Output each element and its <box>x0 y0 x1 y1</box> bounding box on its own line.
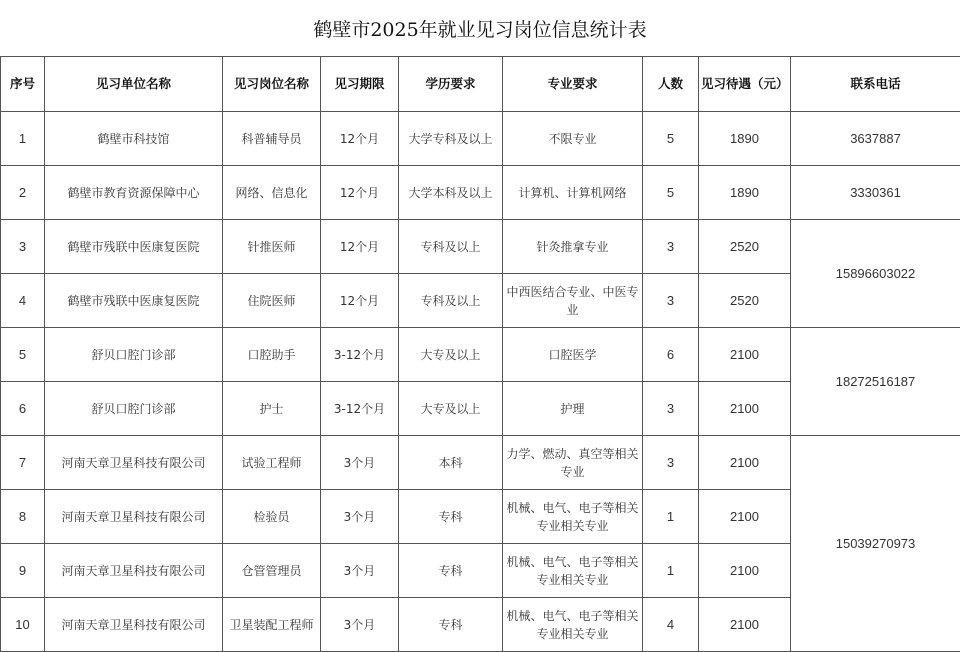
cell-term: 3个月 <box>321 490 399 544</box>
cell-no: 4 <box>1 274 45 328</box>
cell-edu: 大专及以上 <box>399 382 503 436</box>
cell-count: 3 <box>643 220 699 274</box>
cell-no: 7 <box>1 436 45 490</box>
cell-post: 针推医师 <box>223 220 321 274</box>
cell-count: 5 <box>643 112 699 166</box>
cell-edu: 专科 <box>399 490 503 544</box>
cell-edu: 本科 <box>399 436 503 490</box>
cell-term: 3个月 <box>321 436 399 490</box>
cell-term: 12个月 <box>321 112 399 166</box>
header-cell: 序号 <box>1 57 45 112</box>
cell-count: 5 <box>643 166 699 220</box>
cell-pay: 2520 <box>699 274 791 328</box>
cell-phone: 15039270973 <box>791 436 960 652</box>
cell-term: 3个月 <box>321 544 399 598</box>
table-title: 鹤壁市2025年就业见习岗位信息统计表 <box>0 0 960 56</box>
cell-edu: 大专及以上 <box>399 328 503 382</box>
cell-major: 不限专业 <box>503 112 643 166</box>
cell-unit: 河南天章卫星科技有限公司 <box>45 436 223 490</box>
cell-major: 口腔医学 <box>503 328 643 382</box>
cell-unit: 舒贝口腔门诊部 <box>45 328 223 382</box>
cell-major: 针灸推拿专业 <box>503 220 643 274</box>
table-row <box>1 328 960 382</box>
cell-unit: 鹤壁市教育资源保障中心 <box>45 166 223 220</box>
cell-pay: 2100 <box>699 382 791 436</box>
header-cell: 见习单位名称 <box>45 57 223 112</box>
cell-no: 10 <box>1 598 45 652</box>
cell-pay: 2100 <box>699 598 791 652</box>
cell-term: 12个月 <box>321 274 399 328</box>
cell-unit: 鹤壁市科技馆 <box>45 112 223 166</box>
cell-pay: 1890 <box>699 112 791 166</box>
cell-post: 试验工程师 <box>223 436 321 490</box>
cell-phone: 3330361 <box>791 166 960 220</box>
internship-table <box>0 56 960 652</box>
cell-major: 护理 <box>503 382 643 436</box>
cell-no: 5 <box>1 328 45 382</box>
cell-post: 护士 <box>223 382 321 436</box>
cell-term: 3-12个月 <box>321 328 399 382</box>
cell-major: 机械、电气、电子等相关专业相关专业 <box>503 544 643 598</box>
cell-edu: 专科 <box>399 544 503 598</box>
cell-pay: 1890 <box>699 166 791 220</box>
cell-count: 4 <box>643 598 699 652</box>
cell-term: 12个月 <box>321 220 399 274</box>
cell-pay: 2100 <box>699 328 791 382</box>
cell-edu: 专科 <box>399 598 503 652</box>
cell-major: 计算机、计算机网络 <box>503 166 643 220</box>
cell-edu: 专科及以上 <box>399 220 503 274</box>
table-row <box>1 112 960 166</box>
cell-count: 6 <box>643 328 699 382</box>
cell-unit: 河南天章卫星科技有限公司 <box>45 544 223 598</box>
cell-post: 仓管管理员 <box>223 544 321 598</box>
header-cell: 学历要求 <box>399 57 503 112</box>
cell-count: 3 <box>643 274 699 328</box>
cell-count: 3 <box>643 382 699 436</box>
cell-unit: 河南天章卫星科技有限公司 <box>45 490 223 544</box>
cell-major: 机械、电气、电子等相关专业相关专业 <box>503 598 643 652</box>
cell-pay: 2520 <box>699 220 791 274</box>
cell-count: 1 <box>643 544 699 598</box>
cell-no: 6 <box>1 382 45 436</box>
cell-phone: 15896603022 <box>791 220 960 328</box>
cell-no: 1 <box>1 112 45 166</box>
cell-unit: 鹤壁市残联中医康复医院 <box>45 220 223 274</box>
cell-unit: 舒贝口腔门诊部 <box>45 382 223 436</box>
cell-post: 口腔助手 <box>223 328 321 382</box>
table-row <box>1 166 960 220</box>
cell-post: 住院医师 <box>223 274 321 328</box>
header-row <box>1 57 960 112</box>
cell-pay: 2100 <box>699 436 791 490</box>
cell-post: 卫星装配工程师 <box>223 598 321 652</box>
header-cell: 见习期限 <box>321 57 399 112</box>
header-cell: 专业要求 <box>503 57 643 112</box>
cell-no: 8 <box>1 490 45 544</box>
cell-no: 2 <box>1 166 45 220</box>
cell-post: 检验员 <box>223 490 321 544</box>
header-cell: 见习岗位名称 <box>223 57 321 112</box>
cell-phone: 18272516187 <box>791 328 960 436</box>
cell-major: 力学、燃动、真空等相关专业 <box>503 436 643 490</box>
cell-pay: 2100 <box>699 490 791 544</box>
cell-edu: 大学本科及以上 <box>399 166 503 220</box>
cell-unit: 鹤壁市残联中医康复医院 <box>45 274 223 328</box>
cell-post: 网络、信息化 <box>223 166 321 220</box>
header-cell: 联系电话 <box>791 57 960 112</box>
header-cell: 见习待遇（元） <box>699 57 791 112</box>
cell-term: 12个月 <box>321 166 399 220</box>
cell-term: 3个月 <box>321 598 399 652</box>
table-row <box>1 220 960 274</box>
cell-pay: 2100 <box>699 544 791 598</box>
table-row <box>1 436 960 490</box>
cell-unit: 河南天章卫星科技有限公司 <box>45 598 223 652</box>
cell-no: 3 <box>1 220 45 274</box>
cell-count: 1 <box>643 490 699 544</box>
header-cell: 人数 <box>643 57 699 112</box>
cell-post: 科普辅导员 <box>223 112 321 166</box>
cell-edu: 大学专科及以上 <box>399 112 503 166</box>
cell-major: 机械、电气、电子等相关专业相关专业 <box>503 490 643 544</box>
cell-term: 3-12个月 <box>321 382 399 436</box>
cell-edu: 专科及以上 <box>399 274 503 328</box>
cell-count: 3 <box>643 436 699 490</box>
cell-major: 中西医结合专业、中医专业 <box>503 274 643 328</box>
cell-no: 9 <box>1 544 45 598</box>
cell-phone: 3637887 <box>791 112 960 166</box>
